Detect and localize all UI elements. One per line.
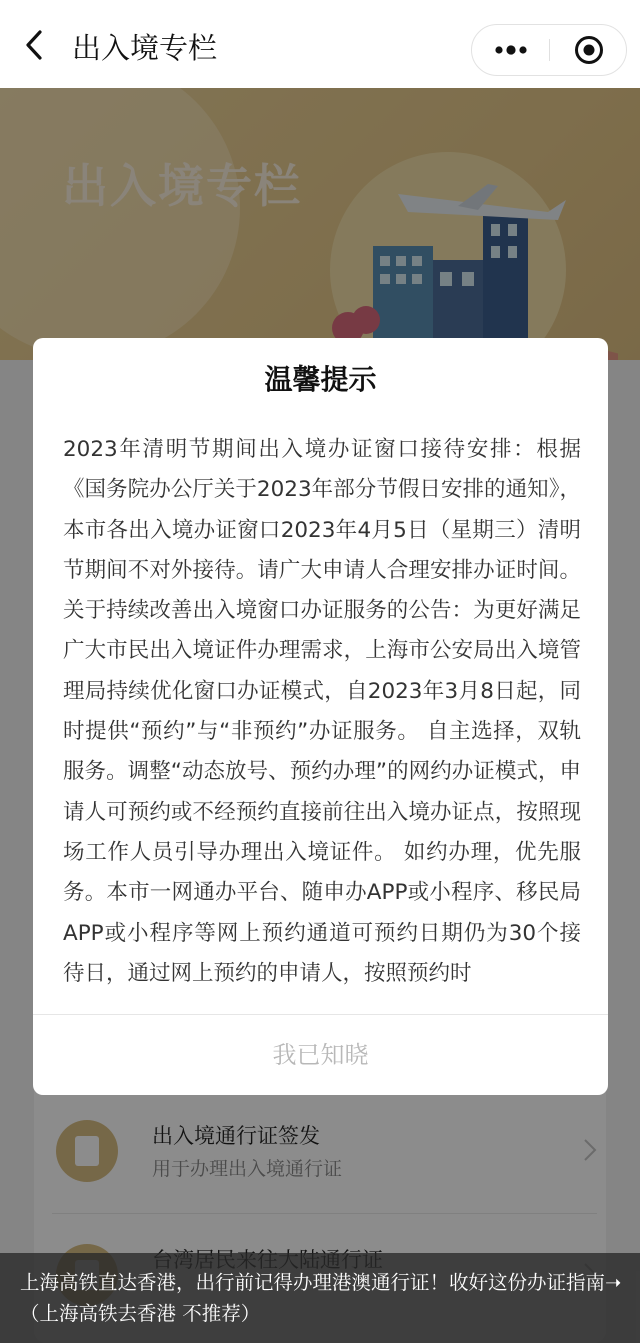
page-title: 出入境专栏 <box>72 31 218 65</box>
mini-program-capsule <box>471 24 627 76</box>
acknowledge-button[interactable]: 我已知晓 <box>272 1041 369 1069</box>
more-icon[interactable] <box>472 25 549 75</box>
service-subtitle: 用于办理出入境通行证 <box>152 1158 343 1180</box>
banner-title: 出入境专栏 <box>62 159 302 213</box>
back-arrow-icon[interactable] <box>22 28 52 62</box>
bottom-promo-banner[interactable]: 上海高铁直达香港，出行前记得办理港澳通行证！收好这份办证指南➝（上海高铁去香港 不推荐） <box>0 1253 640 1343</box>
modal-title: 温馨提示 <box>264 363 377 396</box>
modal-body-text[interactable]: 2023年清明节期间出入境办证窗口接待安排：根据《国务院办公厅关于2023年部分节假日安排的通知》，本市各出入境办证窗口2023年4月5日（星期三）清明节期间不对外接待。请广大申请人合理安排办证时间。 关于持续改善出入境窗口办证服务的公告：为更好满足广大市民出入境证件办理需求，上海市公安局出入境管理局持续优化窗口办证模式，自2023年3月8日起，同时提供“预约”与“非预约”办证服务。 自主选择，双轨服务。调整“动态放号、预约办理”的网约办证模式，申请人可预约或不经预约直接前往出入境办证点，按照现场工作人员引导办理出入境证件。 如约办理，优先服务。本市一网通办平台、随申办APP或小程序、移民局APP或小程序等网上预约通道可预约日期仍为30个接待日，通过网上预约的申请人，按照预约时 <box>63 437 581 986</box>
nav-bar <box>0 0 640 88</box>
close-target-icon[interactable] <box>550 25 627 75</box>
notice-modal <box>33 338 608 1095</box>
service-title: 出入境通行证签发 <box>152 1124 320 1148</box>
